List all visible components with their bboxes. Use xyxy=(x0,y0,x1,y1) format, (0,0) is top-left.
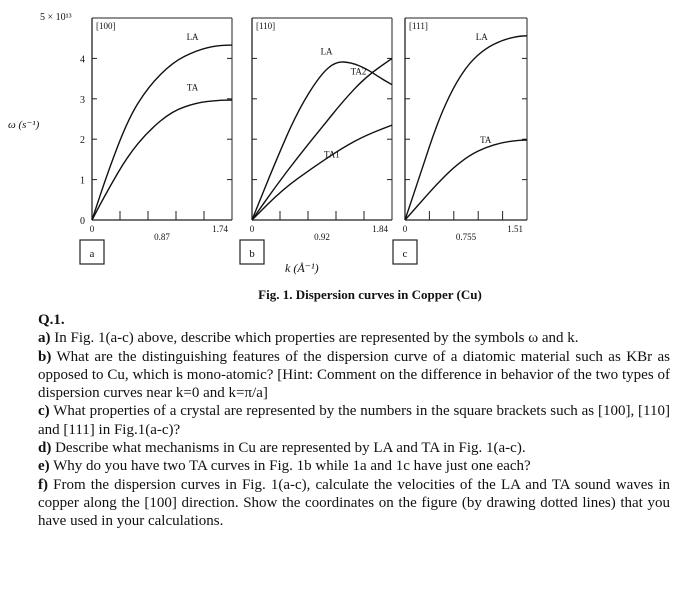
panel-b-curve-la xyxy=(252,62,392,220)
question-e xyxy=(38,457,670,475)
panel-c-xtick-label-0: 0 xyxy=(402,224,408,234)
panel-a-tag-label: a xyxy=(89,248,95,260)
question-d-label: d) xyxy=(38,440,52,457)
question-c xyxy=(38,402,670,439)
question-a-label: a) xyxy=(38,330,51,347)
panel-a-xtick-label-0: 0 xyxy=(89,224,95,234)
dispersion-figure xyxy=(0,0,700,290)
panel-c-curve-label-ta: TA xyxy=(480,135,492,146)
y-axis-label: ω (s⁻¹) xyxy=(8,119,40,131)
panel-a-xtick-label-end: 1.74 xyxy=(212,224,228,234)
question-e-text: Why do you have two TA curves in Fig. 1b while 1a and 1c have just one each? xyxy=(49,458,531,475)
panel-b-curve-ta1 xyxy=(252,125,392,220)
y-tick-label-4: 4 xyxy=(80,54,85,66)
question-title: Q.1. xyxy=(38,312,65,328)
question-b xyxy=(38,348,670,403)
panel-c-direction-label: [111] xyxy=(409,21,428,31)
panel-c-curve-label-la: LA xyxy=(475,32,488,43)
question-b-label: b) xyxy=(38,348,52,365)
y-tick-label-2: 2 xyxy=(80,135,85,147)
question-d xyxy=(38,439,670,457)
panel-b-curve-ta2 xyxy=(252,58,392,220)
question-block xyxy=(38,311,670,531)
panel-b-xtick-label-0: 0 xyxy=(249,224,255,234)
question-f-label: f) xyxy=(38,476,48,493)
x-axis-label: k (Å⁻¹) xyxy=(285,261,319,275)
question-e-label: e) xyxy=(38,458,50,475)
y-tick-label-0: 0 xyxy=(80,216,85,227)
figure-caption: Fig. 1. Dispersion curves in Copper (Cu) xyxy=(258,287,482,302)
question-f xyxy=(38,476,670,531)
panel-b-xtick-label-end: 1.84 xyxy=(372,224,388,234)
question-b-text: What are the distinguishing features of the dispersion curve of a diatomic material such as KBr as opposed to Cu, which is mono-atomic? [Hint: Comment on the difference in behavior of the two types of dispersion curves near k=0 and k=π/a] xyxy=(38,348,670,402)
question-c-label: c) xyxy=(38,403,50,420)
question-f-text: From the dispersion curves in Fig. 1(a-c), calculate the velocities of the LA and TA sound waves in copper along the [100] direction. Show the coordinates on the figure (by drawing dotted lines) that you have used in your calculations. xyxy=(38,476,670,530)
panel-b-curve-label-ta1: TA1 xyxy=(324,149,340,160)
panel-a-xtick-label-mid: 0.87 xyxy=(154,232,170,242)
panel-a-curve-label-la: LA xyxy=(186,32,199,43)
question-a xyxy=(38,329,670,347)
panel-b-direction-label: [110] xyxy=(256,21,276,31)
question-a-text: In Fig. 1(a-c) above, describe which properties are represented by the symbols ω and k. xyxy=(50,330,579,347)
panel-c-curve-ta xyxy=(405,140,527,220)
question-c-text: What properties of a crystal are represented by the numbers in the square brackets such as [100], [110] and [111] in Fig.1(a-c)? xyxy=(38,403,670,438)
question-d-text: Describe what mechanisms in Cu are represented by LA and TA in Fig. 1(a-c). xyxy=(51,440,526,457)
panel-a-curve-la xyxy=(92,45,232,220)
y-tick-label-1: 1 xyxy=(80,175,85,187)
panel-b-curve-label-la: LA xyxy=(320,46,333,57)
panel-c-xtick-label-end: 1.51 xyxy=(507,224,523,234)
panel-c-curve-la xyxy=(405,36,527,220)
panel-b-curve-label-ta2: TA2 xyxy=(350,66,367,77)
y-scale-label: 5 × 10¹³ xyxy=(40,12,72,23)
panel-a-direction-label: [100] xyxy=(96,21,116,31)
panel-c-xtick-label-mid: 0.755 xyxy=(455,232,477,242)
panel-a-curve-label-ta: TA xyxy=(186,82,199,93)
panel-b-tag-label: b xyxy=(249,248,255,260)
panels-group xyxy=(80,18,527,264)
panel-c-tag-label: c xyxy=(402,248,408,260)
y-tick-label-3: 3 xyxy=(80,94,85,106)
panel-b-xtick-label-mid: 0.92 xyxy=(314,232,330,242)
